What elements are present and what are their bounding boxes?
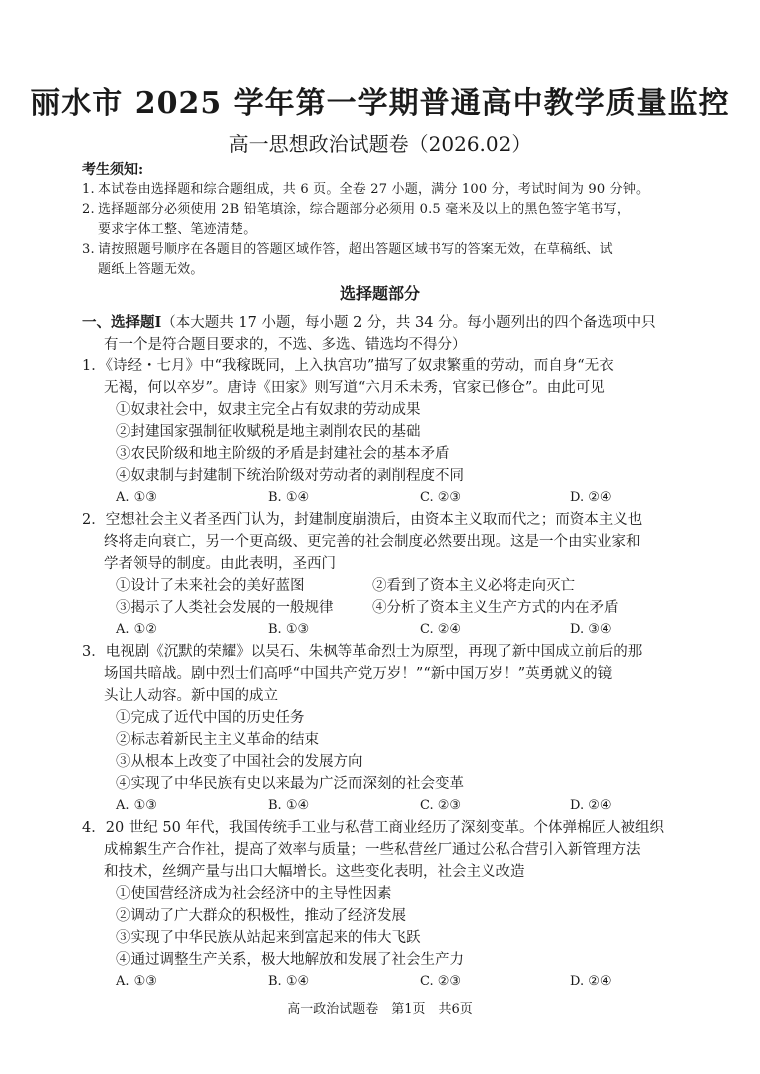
question-4-stem-cont-2: 和技术，丝绸产量与出口大幅增长。这些变化表明，社会主义改造 — [104, 864, 525, 880]
section-title: 选择题部分 — [339, 284, 420, 303]
question-1-answer-d: D. ②④ — [570, 490, 612, 505]
question-2-option-2: ②看到了资本主义必将走向灭亡 — [372, 578, 575, 594]
question-2-stem-cont-2: 学者领导的制度。由此表明，圣西门 — [104, 556, 336, 572]
part-heading-cont: 有一个是符合题目要求的，不选、多选、错选均不得分） — [104, 337, 467, 353]
question-3-option-4: ④实现了中华民族有史以来最为广泛而深刻的社会变革 — [116, 776, 464, 792]
question-3-answer-a: A. ①③ — [116, 798, 157, 813]
question-2-option-3: ③揭示了人类社会发展的一般规律 — [116, 600, 334, 616]
notice-item-3: 3. 请按照题号顺序在各题目的答题区域作答，超出答题区域书写的答案无效，在草稿纸、试 题纸上答题无效。 — [82, 242, 613, 277]
question-4-option-3: ③实现了中华民族从站起来到富起来的伟大飞跃 — [116, 930, 421, 946]
question-3-answer-b: B. ①④ — [268, 798, 310, 813]
question-4-stem-cont-1: 成棉絮生产合作社，提高了效率与质量；一些私营丝厂通过公私合营引入新管理方法 — [104, 842, 641, 858]
page-footer: 高一政治试题卷 第1页 共6页 — [287, 1002, 473, 1017]
question-2-answer-c: C. ②④ — [420, 622, 462, 637]
question-2-option-1: ①设计了未来社会的美好蓝图 — [116, 578, 305, 594]
question-3-option-1: ①完成了近代中国的历史任务 — [116, 710, 305, 726]
question-1-answer-a: A. ①③ — [116, 490, 157, 505]
part-heading: 一、选择题Ⅰ（本大题共 17 小题，每小题 2 分，共 34 分。每小题列出的四个备选项中只 — [82, 314, 656, 331]
question-1-answer-b: B. ①④ — [268, 490, 310, 505]
question-1-option-4: ④奴隶制与封建制下统治阶级对劳动者的剥削程度不同 — [116, 468, 464, 484]
question-1-option-2: ②封建国家强制征收赋税是地主剥削农民的基础 — [116, 424, 421, 440]
question-2-stem-cont-1: 终将走向衰亡，另一个更高级、更完善的社会制度必然要出现。这是一个由实业家和 — [104, 534, 641, 550]
question-2-stem: 2．空想社会主义者圣西门认为，封建制度崩溃后，由资本主义取而代之；而资本主义也 — [82, 512, 643, 528]
question-3-option-2: ②标志着新民主主义革命的结束 — [116, 732, 319, 748]
question-3-stem: 3．电视剧《沉默的荣耀》以吴石、朱枫等革命烈士为原型，再现了新中国成立前后的那 — [82, 644, 643, 660]
question-3-answer-c: C. ②③ — [420, 798, 462, 813]
page-subtitle: 高一思想政治试题卷（2026.02） — [228, 132, 532, 156]
question-4-stem: 4．20 世纪 50 年代，我国传统手工业与私营工商业经历了深刻变革。个体弹棉匠人被组织 — [82, 820, 664, 836]
notice-item-2: 2. 选择题部分必须使用 2B 铅笔填涂，综合题部分必须用 0.5 毫米及以上的黑色签字笔书写， 要求字体工整、笔迹清楚。 — [82, 202, 631, 237]
question-3-option-3: ③从根本上改变了中国社会的发展方向 — [116, 754, 363, 770]
question-4-answer-b: B. ①④ — [268, 974, 310, 989]
question-4-answer-c: C. ②③ — [420, 974, 462, 989]
question-4-option-4: ④通过调整生产关系，极大地解放和发展了社会生产力 — [116, 952, 464, 968]
question-4-answer-a: A. ①③ — [116, 974, 157, 989]
question-4-option-2: ②调动了广大群众的积极性，推动了经济发展 — [116, 908, 406, 924]
notice-heading: 考生须知: — [82, 162, 144, 178]
notice-item-1: 1. 本试卷由选择题和综合题组成，共 6 页。全卷 27 小题，满分 100 分，考试时间为 90 分钟。 — [82, 182, 650, 197]
question-2-answer-a: A. ①② — [116, 622, 157, 637]
question-2-answer-b: B. ①③ — [268, 622, 310, 637]
question-1-option-3: ③农民阶级和地主阶级的矛盾是封建社会的基本矛盾 — [116, 446, 450, 462]
question-3-stem-cont-1: 场国共暗战。剧中烈士们高呼“中国共产党万岁！”“新中国万岁！”英勇就义的镜 — [104, 666, 613, 682]
question-1-answer-c: C. ②③ — [420, 490, 462, 505]
question-4-answer-d: D. ②④ — [570, 974, 612, 989]
question-4-option-1: ①使国营经济成为社会经济中的主导性因素 — [116, 886, 392, 902]
question-1-stem-cont: 无褐，何以卒岁”。唐诗《田家》则写道“六月禾未秀，官家已修仓”。由此可见 — [104, 380, 605, 396]
question-1-stem: 1．《诗经・七月》中“我稼既同，上入执宫功”描写了奴隶繁重的劳动，而自身“无衣 — [82, 358, 614, 374]
question-3-answer-d: D. ②④ — [570, 798, 612, 813]
question-2-answer-d: D. ③④ — [570, 622, 612, 637]
page-title: 丽水市 2025 学年第一学期普通高中教学质量监控 — [30, 86, 730, 121]
question-1-option-1: ①奴隶社会中，奴隶主完全占有奴隶的劳动成果 — [116, 402, 421, 418]
question-2-option-4: ④分析了资本主义生产方式的内在矛盾 — [372, 600, 619, 616]
question-3-stem-cont-2: 头让人动容。新中国的成立 — [104, 688, 278, 704]
